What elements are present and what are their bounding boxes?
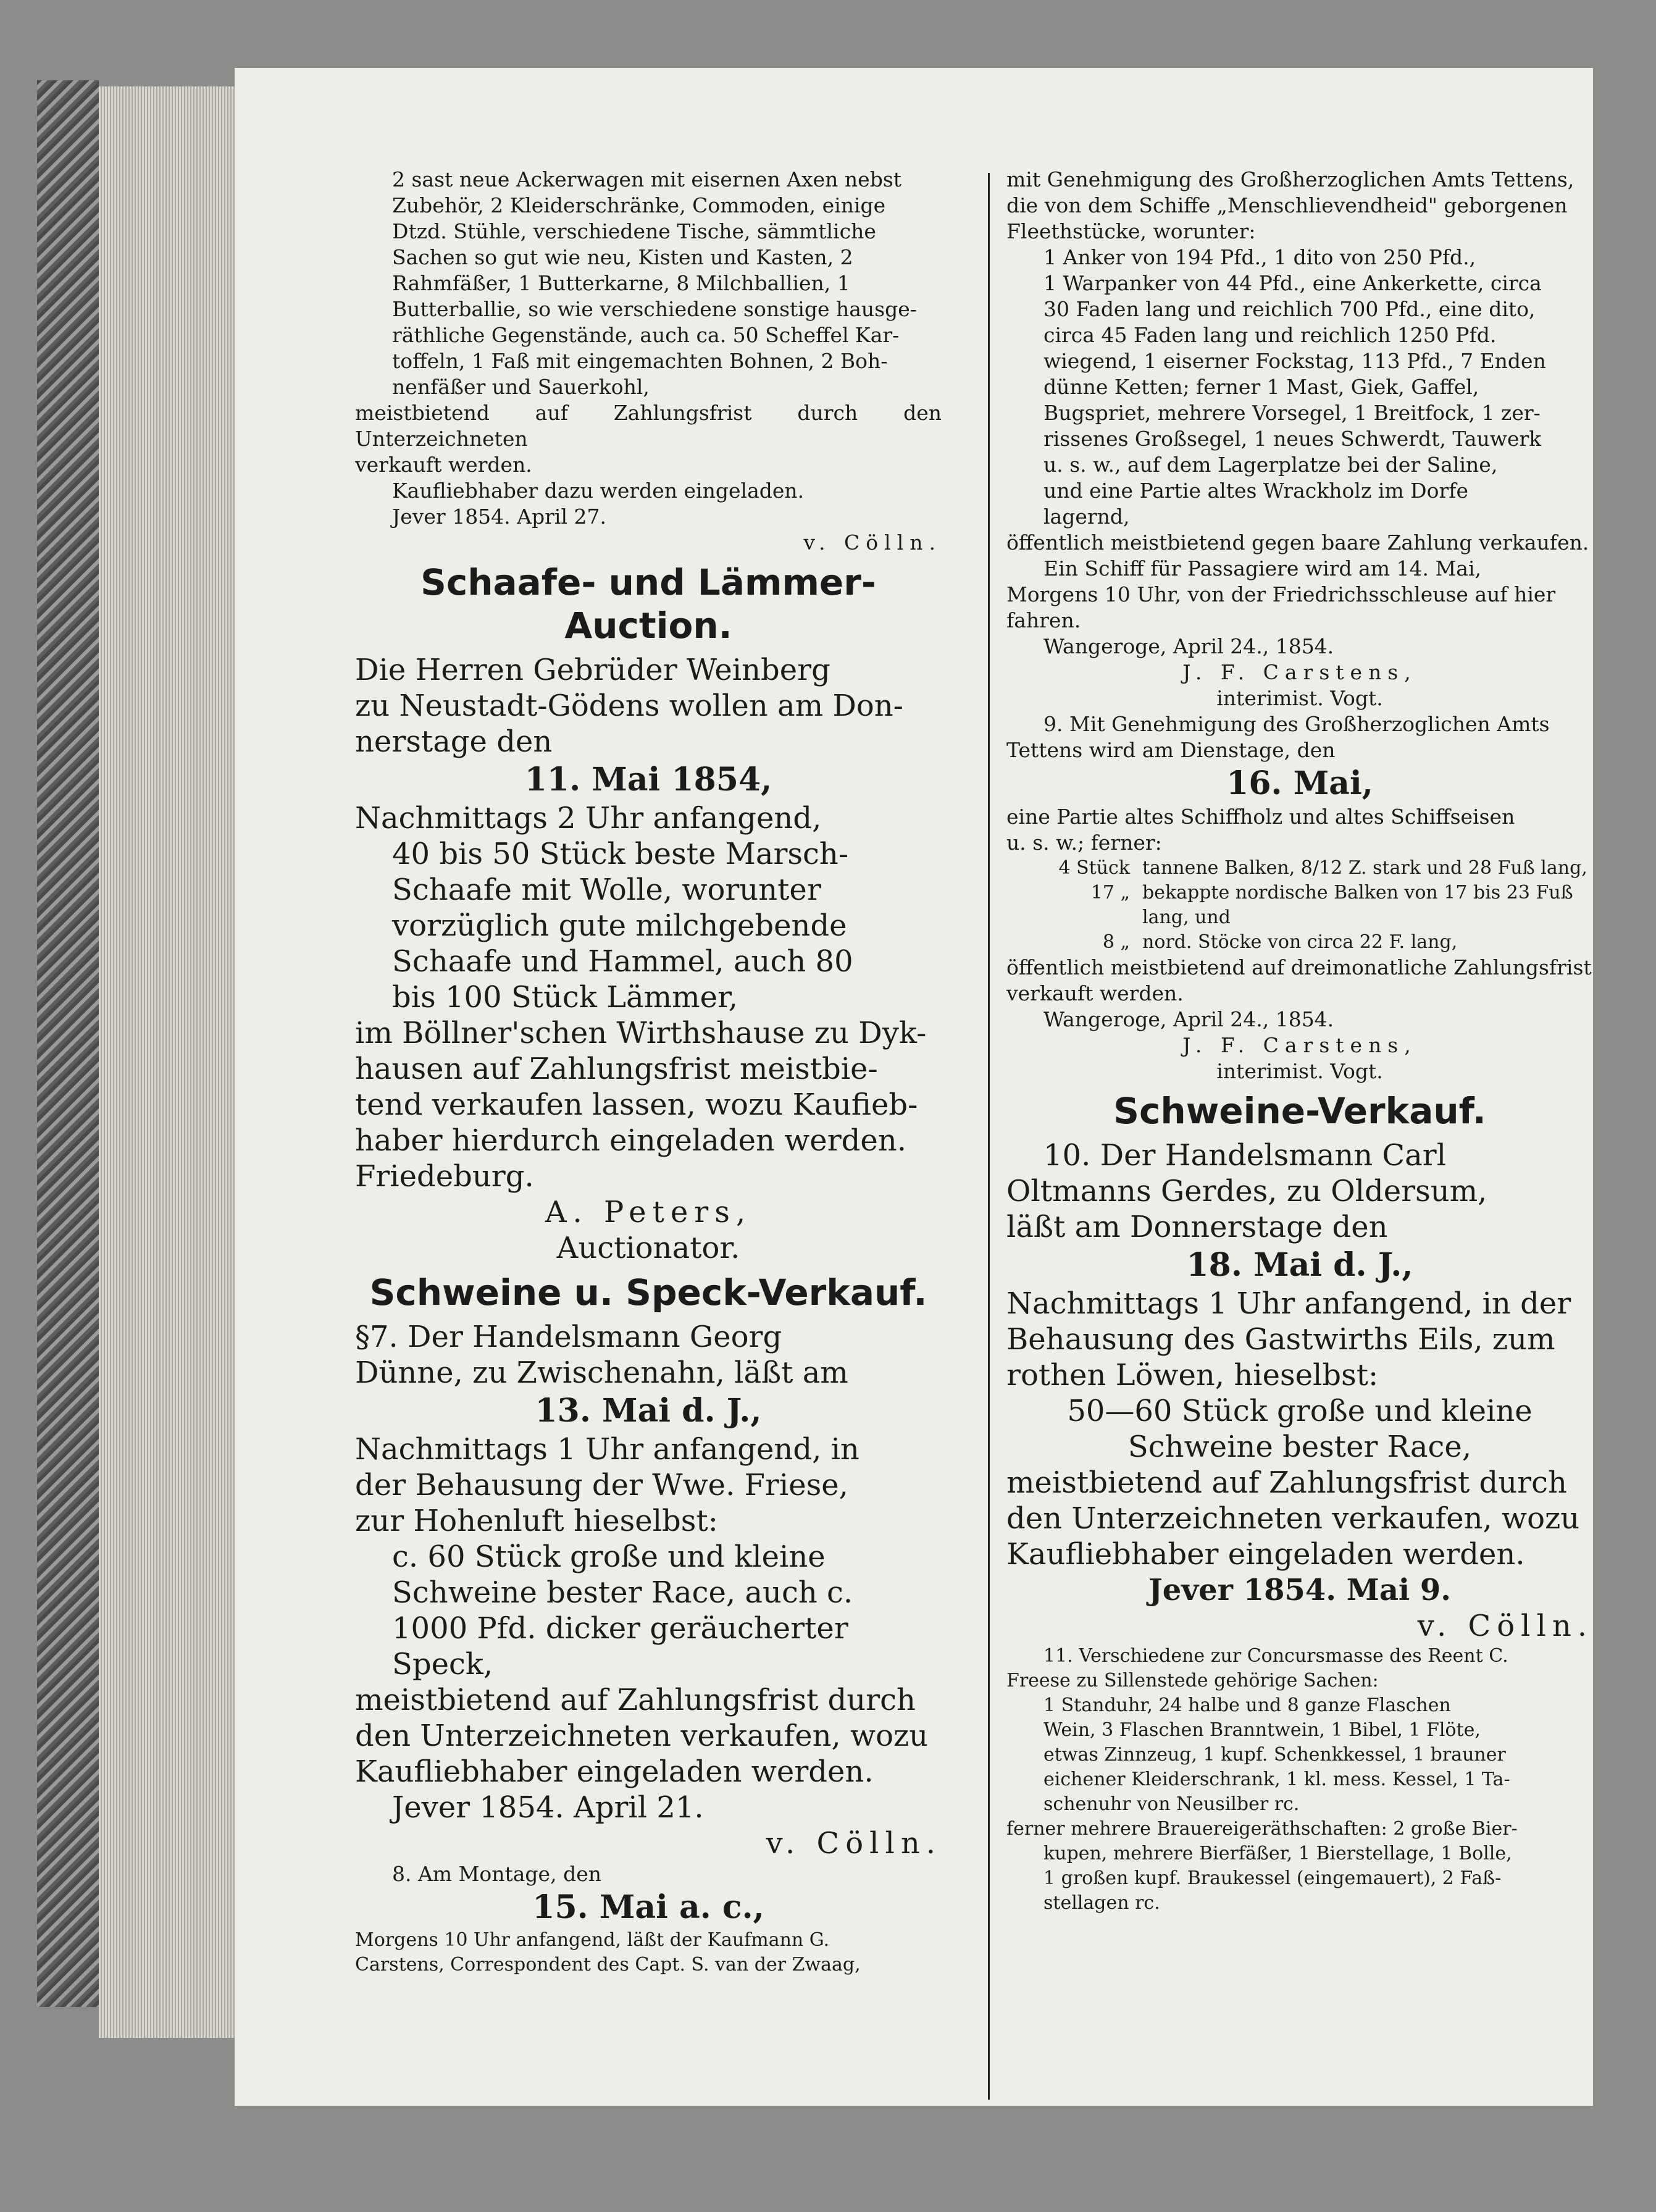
page-edges (99, 86, 241, 2038)
text-line: Nachmittags 2 Uhr anfangend, (355, 801, 822, 836)
place-date: Wangeroge, April 24., 1854. (1043, 634, 1334, 658)
text-line: toffeln, 1 Faß mit eingemachten Bohnen, 2 Boh- (392, 349, 888, 373)
timber-desc: tannene Balken, 8/12 Z. stark und 28 Fuß lang, (1142, 857, 1587, 879)
text-line: Nachmittags 1 Uhr anfangend, in der (1006, 1286, 1571, 1321)
text-line: Carstens, Correspondent des Capt. S. van der Zwaag, (355, 1954, 861, 1975)
text-line: 30 Faden lang und reichlich 700 Pfd., eine dito, (1043, 297, 1536, 321)
text-line: wiegend, 1 eiserner Fockstag, 113 Pfd., 7 Enden (1043, 349, 1546, 373)
text-line: meistbietend auf Zahlungsfrist durch (1006, 1465, 1567, 1500)
item-list-pigs (1006, 1393, 1593, 1465)
text-line: Morgens 10 Uhr anfangend, läßt der Kaufmann G. (355, 1929, 830, 1951)
item-list-estate (1006, 1693, 1593, 1817)
text-line: die von dem Schiffe „Menschlievendheid" geborgenen (1006, 193, 1568, 217)
timber-qty: 17 „ (1090, 882, 1130, 903)
text-line: eine Partie altes Schiffholz und altes Schiffseisen (1006, 805, 1515, 829)
text-line: räthliche Gegenstände, auch ca. 50 Scheffel Kar- (392, 323, 900, 347)
text-line: u. s. w.; ferner: (1006, 831, 1162, 855)
place-date: Jever 1854. April 21. (392, 1790, 704, 1825)
text-line: Behausung des Gastwirths Eils, zum (1006, 1322, 1555, 1357)
text-line: Tettens wird am Dienstage, den (1006, 738, 1336, 762)
text-line: u. s. w., auf dem Lagerplatze bei der Saline, (1043, 453, 1498, 477)
signature: v. Cölln. (1417, 1609, 1593, 1643)
place-date: Jever 1854. Mai 9. (1148, 1573, 1451, 1607)
signature-role: interimist. Vogt. (1216, 686, 1383, 710)
newspaper-page (235, 68, 1593, 2106)
heading-line: Auction. (564, 605, 732, 647)
left-column (355, 167, 942, 1977)
heading-schweine-verkauf: Schweine-Verkauf. (1113, 1090, 1486, 1132)
text-line: meistbietend auf Zahlungsfrist durch (355, 1683, 916, 1717)
text-line: öffentlich meistbietend gegen baare Zahlung verkaufen. (1006, 530, 1589, 555)
timber-row (1006, 881, 1593, 930)
timber-qty: 4 Stück (1058, 857, 1130, 879)
auction-date: 18. Mai d. J., (1186, 1246, 1413, 1284)
text-line: Sachen so gut wie neu, Kisten und Kasten, 2 (392, 245, 853, 269)
text-line: Dünne, zu Zwischenahn, läßt am (355, 1355, 848, 1390)
text-line: Zubehör, 2 Kleiderschränke, Commoden, einige (392, 193, 886, 217)
signature: J. F. Carstens, (1182, 1033, 1417, 1057)
text-line: verkauft werden. (355, 453, 532, 477)
text-line: Nachmittags 1 Uhr anfangend, in (355, 1432, 859, 1467)
auction-date: 11. Mai 1854, (524, 761, 772, 798)
item-list-pigs (355, 1539, 942, 1682)
text-line: zu Neustadt-Gödens wollen am Don- (355, 689, 903, 723)
text-line: Die Herren Gebrüder Weinberg (355, 653, 830, 687)
auction-date: 13. Mai d. J., (535, 1392, 762, 1430)
signature: J. F. Carstens, (1182, 660, 1417, 684)
place-date: Jever 1854. April 27. (392, 505, 606, 529)
text-line: 1 Warpanker von 44 Pfd., eine Ankerkette, circa (1043, 271, 1542, 295)
text-line: der Behausung der Wwe. Friese, (355, 1468, 848, 1502)
text-line: mit Genehmigung des Großherzoglichen Amts Tettens, (1006, 167, 1574, 191)
item-list-salvage (1006, 245, 1593, 530)
text-line: Friedeburg. (355, 1159, 534, 1194)
text-line: 1 Anker von 194 Pfd., 1 dito von 250 Pfd., (1043, 245, 1476, 269)
text-line: nenfäßer und Sauerkohl, (392, 375, 650, 399)
text-line: hausen auf Zahlungsfrist meistbie- (355, 1052, 878, 1086)
timber-row (1006, 856, 1593, 881)
text-line: Kaufliebhaber eingeladen werden. (1006, 1537, 1525, 1572)
text-line: Fleethstücke, worunter: (1006, 219, 1256, 243)
text-line: 10. Der Handelsmann Carl (1043, 1138, 1447, 1173)
signature: v. Cölln. (803, 530, 942, 555)
text-line: 40 bis 50 Stück beste Marsch- (392, 837, 849, 871)
text-line: Butterballie, so wie verschiedene sonstige hausge- (392, 297, 917, 321)
text-line: etwas Zinnzeug, 1 kupf. Schenkkessel, 1 brauner (1043, 1744, 1506, 1766)
text-line: bis 100 Stück Lämmer, (392, 980, 738, 1015)
text-line: den Unterzeichneten verkaufen, wozu (1006, 1501, 1580, 1536)
timber-qty: 8 „ (1102, 931, 1130, 953)
place-date: Wangeroge, April 24., 1854. (1043, 1007, 1334, 1031)
heading-schweine-speck: Schweine u. Speck-Verkauf. (369, 1271, 927, 1313)
auction-date: 16. Mai, (1226, 765, 1373, 802)
text-line: 1 Standuhr, 24 halbe und 8 ganze Flaschen (1043, 1695, 1451, 1716)
heading-line: Schaafe- und Lämmer- (420, 561, 876, 603)
text-line: 2 sast neue Ackerwagen mit eisernen Axen nebst (392, 167, 902, 191)
text-line: Wein, 3 Flaschen Branntwein, 1 Bibel, 1 Flöte, (1043, 1719, 1481, 1741)
invitation-line: Kaufliebhaber dazu werden eingeladen. (392, 479, 805, 503)
text-line: Rahmfäßer, 1 Butterkarne, 8 Milchballien, 1 (392, 271, 850, 295)
text-line: dünne Ketten; ferner 1 Mast, Giek, Gaffel, (1043, 375, 1479, 399)
timber-desc: bekappte nordische Balken von 17 bis 23 Fuß lang, und (1142, 882, 1573, 928)
text-line: ferner mehrere Brauereigeräthschaften: 2 große Bier- (1006, 1818, 1518, 1840)
text-line: meistbietend auf Zahlungsfrist durch den Unterzeichneten (355, 401, 942, 451)
text-line: Schaafe und Hammel, auch 80 (392, 944, 853, 979)
text-line: Bugspriet, mehrere Vorsegel, 1 Breitfock, 1 zer- (1043, 401, 1541, 425)
text-line: öffentlich meistbietend auf dreimonatliche Zahlungsfrist (1006, 955, 1592, 979)
column-rule (988, 173, 990, 2100)
text-line: circa 45 Faden lang und reichlich 1250 Pfd. (1043, 323, 1497, 347)
signature-role: interimist. Vogt. (1216, 1059, 1383, 1083)
text-line: 11. Verschiedene zur Concursmasse des Reent C. (1043, 1645, 1508, 1667)
right-column (1006, 167, 1593, 1916)
text-line: rissenes Großsegel, 1 neues Schwerdt, Tauwerk (1043, 427, 1542, 451)
text-line: Schaafe mit Wolle, worunter (392, 873, 821, 907)
text-line: tend verkaufen lassen, wozu Kaufieb- (355, 1087, 918, 1122)
text-line: Schweine bester Race, auch c. (392, 1575, 853, 1610)
text-line: Schweine bester Race, (1127, 1430, 1472, 1464)
text-line: c. 60 Stück große und kleine (392, 1540, 826, 1574)
signature: A. Peters, (545, 1195, 752, 1230)
item-list-brewery (1006, 1841, 1593, 1916)
text-line: 8. Am Montage, den (392, 1862, 601, 1886)
text-line: 1000 Pfd. dicker geräucherter (392, 1611, 848, 1646)
text-line: kupen, mehrere Bierfäßer, 1 Bierstellage, 1 Bolle, (1043, 1843, 1512, 1864)
item-list-farm (355, 167, 942, 400)
text-line: §7. Der Handelsmann Georg (355, 1320, 782, 1354)
text-line: haber hierdurch eingeladen werden. (355, 1123, 906, 1158)
text-line: Freese zu Sillenstede gehörige Sachen: (1006, 1670, 1379, 1691)
text-line: rothen Löwen, hieselbst: (1006, 1358, 1379, 1393)
text-line: 1 großen kupf. Braukessel (eingemauert), 2 Faß- (1043, 1867, 1502, 1889)
text-line: und eine Partie altes Wrackholz im Dorfe (1043, 479, 1469, 503)
text-line: läßt am Donnerstage den (1006, 1210, 1388, 1244)
text-line: 50—60 Stück große und kleine (1067, 1394, 1533, 1428)
text-line: eichener Kleiderschrank, 1 kl. mess. Kessel, 1 Ta- (1043, 1769, 1510, 1790)
text-line: Oltmanns Gerdes, zu Oldersum, (1006, 1174, 1487, 1209)
text-line: Ein Schiff für Passagiere wird am 14. Mai, (1043, 556, 1482, 580)
text-line: stellagen rc. (1043, 1892, 1160, 1914)
auction-date: 15. Mai a. c., (532, 1888, 764, 1926)
text-line: zur Hohenluft hieselbst: (355, 1504, 718, 1538)
text-line: Kaufliebhaber eingeladen werden. (355, 1754, 874, 1789)
heading-schaafe (355, 561, 942, 647)
signature-role: Auctionator. (556, 1231, 740, 1265)
signature: v. Cölln. (766, 1826, 942, 1861)
text-line: verkauft werden. (1006, 981, 1184, 1005)
item-list-sheep (355, 836, 942, 1015)
text-line: lagernd, (1043, 505, 1130, 529)
timber-row (1006, 930, 1593, 955)
text-line: nerstage den (355, 724, 553, 759)
text-line: schenuhr von Neusilber rc. (1043, 1793, 1300, 1815)
timber-desc: nord. Stöcke von circa 22 F. lang, (1142, 931, 1458, 953)
text-line: Speck, (392, 1647, 493, 1682)
text-line: Morgens 10 Uhr, von der Friedrichsschleuse auf hier (1006, 582, 1556, 606)
text-line: fahren. (1006, 608, 1081, 632)
book-spine (37, 80, 99, 2007)
text-line: im Böllner'schen Wirthshause zu Dyk- (355, 1016, 927, 1050)
text-line: Dtzd. Stühle, verschiedene Tische, sämmtliche (392, 219, 876, 243)
text-line: vorzüglich gute milchgebende (392, 908, 847, 943)
text-line: 9. Mit Genehmigung des Großherzoglichen Amts (1043, 712, 1550, 736)
text-line: den Unterzeichneten verkaufen, wozu (355, 1719, 929, 1753)
